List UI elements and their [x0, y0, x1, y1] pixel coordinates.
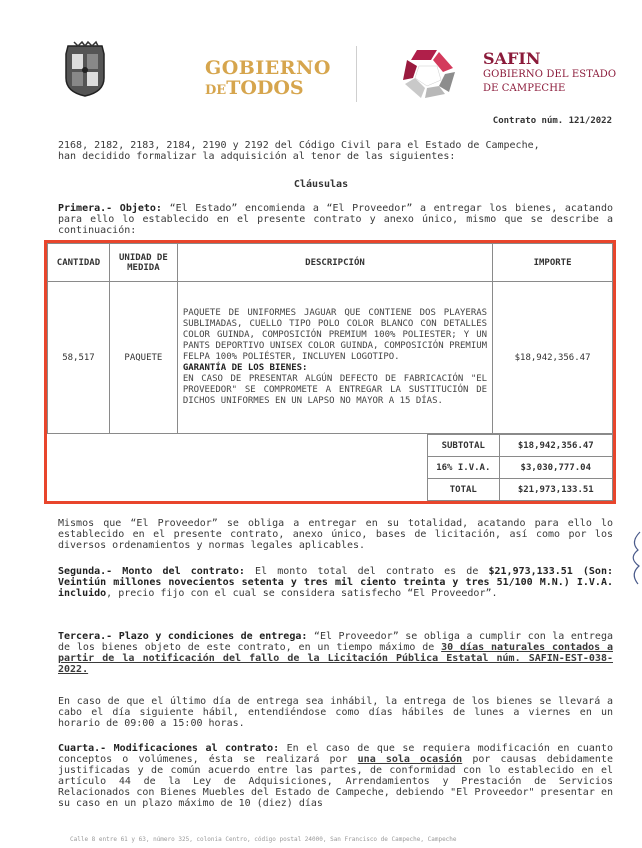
cuarta-text-2: por causas debidamente justificadas y de común acuerdo entre las partes, de conformidad con lo establecido en el artículo 44 de la Ley de Adquisiciones, Arrendamientos y Prestación de Servicios Relacionados con Bienes Muebles del Estado de Campeche, debiendo "El Proveedor" presentar en su caso en un plazo máximo de 10 (diez) días: [58, 754, 613, 809]
intro-paragraph: [58, 140, 613, 162]
header-divider: [356, 46, 357, 102]
header-cantidad: CANTIDAD: [48, 244, 110, 282]
totals-table: [427, 434, 613, 501]
inhabil-paragraph: En caso de que el último día de entrega sea inhábil, la entrega de los bienes se llevará a cabo el día siguiente hábil, entendiéndose como días hábiles de lunes a viernes en un horario de 09:00 a 15:00 horas.: [58, 696, 613, 729]
total-value: $21,973,133.51: [499, 479, 612, 501]
description-text: PAQUETE DE UNIFORMES JAGUAR QUE CONTIENE DOS PLAYERAS SUBLIMADAS, CUELLO TIPO POLO COLOR BLANCO CON DETALLES COLOR GUINDA, COMPOSICIÓN PREMIUM 100% POLIESTER; Y UN PANTS DEPORTIVO UNISEX COLOR GUINDA, COMPOSICIÓN PREMIUM FELPA 100% POLIÉSTER, INCLUYEN LOGOTIPO.: [182, 308, 488, 362]
cell-cantidad: 58,517: [48, 282, 110, 434]
intro-line-1: 2168, 2182, 2183, 2184, 2190 y 2192 del Código Civil para el Estado de Campeche,: [58, 140, 540, 151]
cell-descripcion: [177, 282, 492, 434]
header-importe: IMPORTE: [493, 244, 613, 282]
contract-number: Contrato núm. 121/2022: [492, 116, 612, 126]
header-descripcion: DESCRIPCIÓN: [177, 244, 492, 282]
safin-text-block: [483, 50, 616, 96]
cell-unidad: PAQUETE: [109, 282, 177, 434]
segunda-clause: [58, 566, 613, 599]
logo-word-de: DE: [205, 83, 227, 98]
totals-row: [428, 435, 613, 457]
safin-subtitle-2: DE CAMPECHE: [483, 83, 566, 94]
garantia-label: GARANTÍA DE LOS BIENES:: [182, 363, 308, 373]
subtotal-label: SUBTOTAL: [428, 435, 500, 457]
primera-label: Primera.- Objeto:: [58, 203, 162, 214]
table-row: [48, 282, 613, 434]
subtotal-value: $18,942,356.47: [499, 435, 612, 457]
iva-value: $3,030,777.04: [499, 457, 612, 479]
campeche-coat-of-arms-icon: [60, 40, 110, 98]
logo-word-todos: TODOS: [226, 77, 304, 99]
total-label: TOTAL: [428, 479, 500, 501]
iva-label: 16% I.V.A.: [428, 457, 500, 479]
cell-importe: $18,942,356.47: [493, 282, 613, 434]
primera-clause: [58, 203, 613, 237]
tercera-text-1: “El Proveedor” se obliga a cumplir con la entrega de los bienes objeto de este contrato, en un tiempo máximo de: [58, 631, 613, 653]
header-unidad: UNIDAD DE MEDIDA: [109, 244, 177, 282]
primera-text: “El Estado” encomienda a “El Proveedor” a entregar los bienes, acatando para ello lo establecido en el presente contrato y anexo único, mismo que se describe a continuación:: [58, 203, 613, 236]
tercera-label: Tercera.- Plazo y condiciones de entrega:: [58, 631, 308, 642]
cuarta-label: Cuarta.- Modificaciones al contrato:: [58, 743, 280, 754]
safin-subtitle-1: GOBIERNO DEL ESTADO: [483, 69, 617, 80]
segunda-label: Segunda.- Monto del contrato:: [58, 566, 245, 577]
cuarta-text-1: En el caso de que se requiera modificación en cuanto conceptos o volúmenes, ésta se realizará por: [58, 743, 613, 765]
intro-line-2: han decidido formalizar la adquisición al tenor de las siguientes:: [58, 151, 456, 162]
safin-logo-icon: [397, 46, 463, 102]
logo-line-gobierno: GOBIERNO: [205, 57, 331, 79]
totals-row: [428, 457, 613, 479]
safin-name: SAFIN: [483, 49, 541, 68]
segunda-amount: $21,973,133.51 (Son: Veintiún millones novecientos setenta y tres mil ciento treinta y tres 51/100 M.N.) I.V.A. incluido: [58, 566, 613, 599]
tercera-clause: [58, 631, 613, 675]
items-table: [47, 243, 613, 434]
footer-address: Calle 8 entre 61 y 63, número 325, colonia Centro, código postal 24000, San Francisco de Campeche, Campeche: [70, 836, 457, 843]
gobierno-de-todos-logo: [205, 58, 331, 101]
totals-row: [428, 479, 613, 501]
segunda-text-1: El monto total del contrato es de: [244, 566, 489, 577]
clausulas-heading: Cláusulas: [293, 179, 349, 190]
tercera-deadline: 30 días naturales contados a partir de la notificación del fallo de la Licitación Pública Estatal núm. SAFIN-EST-038-2022.: [58, 642, 613, 675]
mismos-paragraph: Mismos que “El Proveedor” se obliga a entregar en su totalidad, acatando para ello lo establecido en el presente contrato, anexo único, bases de licitación, así como por los diversos ordenamientos y normas legales aplicables.: [58, 518, 613, 551]
margin-signature-icon: [626, 528, 642, 588]
garantia-text: EN CASO DE PRESENTAR ALGÚN DEFECTO DE FABRICACIÓN "EL PROVEEDOR" SE COMPROMETE A ENTREGAR LA SUSTITUCIÓN DE DICHOS UNIFORMES EN UN LAPSO NO MAYOR A 15 DÍAS.: [182, 374, 488, 406]
cuarta-una-ocasion: una sola ocasión: [357, 754, 463, 765]
cuarta-clause: [58, 743, 613, 820]
segunda-text-2: , precio fijo con el cual se considera satisfecho “El Proveedor”.: [106, 588, 498, 599]
table-header-row: [48, 244, 613, 282]
